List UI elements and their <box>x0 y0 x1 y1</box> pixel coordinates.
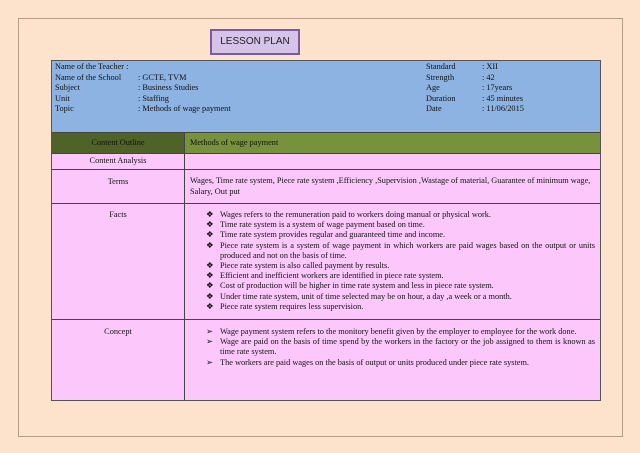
concept-bullet-item: ➢ Wage are paid on the basis of time spend by the workers in the factory or the job assigned to them is known as time rate system. <box>220 337 595 357</box>
header-field <box>426 62 524 73</box>
header-field-label: Unit <box>55 93 70 103</box>
header-field-label: Standard <box>426 62 456 71</box>
header-field-value: : Methods of wage payment <box>138 104 231 113</box>
header-field-label: Duration <box>426 93 456 103</box>
header-field-label: Date <box>426 104 442 113</box>
terms-label: Terms <box>52 170 185 203</box>
header-field-label: Subject <box>55 83 80 92</box>
header-field-label: Strength <box>426 72 455 82</box>
concept-bullet-item: ➢ Wage payment system refers to the monitory benefit given by the employer to employee for the work done. <box>220 327 595 337</box>
content-analysis-label: Content Analysis <box>52 154 185 169</box>
concept-label: Concept <box>52 320 185 400</box>
facts-bullet-item: ❖ Piece rate system requires less supervision. <box>220 302 595 312</box>
header-field <box>55 73 231 84</box>
facts-label: Facts <box>52 204 185 319</box>
lesson-plan-table <box>51 60 601 401</box>
content-outline-value: Methods of wage payment <box>185 133 600 153</box>
content-analysis-row <box>52 154 600 170</box>
lesson-plan-title: LESSON PLAN <box>210 29 300 55</box>
header-field-value: : 17years <box>482 83 513 92</box>
facts-bullet-item: ❖ Piece rate system is also called payment by results. <box>220 261 595 271</box>
header-field-value: : XII <box>482 62 498 71</box>
content-outline-label: Content Outline <box>52 133 185 153</box>
header-field-label: Name of the Teacher : <box>55 62 129 71</box>
header-field <box>426 94 524 105</box>
header-field-value: : Business Studies <box>138 83 199 92</box>
header-field <box>426 104 524 115</box>
header-field-value: : Staffing <box>138 93 169 103</box>
header-field <box>55 104 231 115</box>
facts-bullet-item: ❖ Time rate system is a system of wage payment based on time. <box>220 220 595 230</box>
facts-bullet-item: ❖ Time rate system provides regular and guaranteed time and income. <box>220 230 595 240</box>
concept-row <box>52 320 600 400</box>
header-field-label: Topic <box>55 104 74 113</box>
header-info <box>52 61 600 133</box>
header-field <box>55 62 231 73</box>
concept-bullet-item: ➢ The workers are paid wages on the basis of output or units produced under piece rate system. <box>220 358 595 368</box>
header-field <box>55 83 231 94</box>
facts-bullet-item: ❖ Efficient and inefficient workers are identified in piece rate system. <box>220 271 595 281</box>
header-field <box>426 73 524 84</box>
header-field <box>55 94 231 105</box>
header-field-label: Name of the School <box>55 72 122 82</box>
terms-row <box>52 170 600 204</box>
terms-value: Wages, Time rate system, Piece rate system ,Efficiency ,Supervision ,Wastage of material, Guarantee of minimum wage, Salary, Out put <box>190 176 591 196</box>
facts-row <box>52 204 600 320</box>
header-field-value: : 11/06/2015 <box>482 104 524 113</box>
facts-bullet-item: ❖ Under time rate system, unit of time selected may be on hour, a day ,a week or a month. <box>220 292 595 302</box>
facts-bullet-item: ❖ Cost of production will be higher in time rate system and less in piece rate system. <box>220 281 595 291</box>
facts-bullet-item: ❖ Piece rate system is a system of wage payment in which workers are paid wages based on the output or units produced and not on the basis of time. <box>220 241 595 261</box>
header-field-label: Age <box>426 83 440 92</box>
content-outline-row <box>52 133 600 154</box>
header-field-value: : 42 <box>482 72 495 82</box>
header-field <box>426 83 524 94</box>
facts-bullet-item: ❖ Wages refers to the remuneration paid to workers doing manual or physical work. <box>220 210 595 220</box>
header-field-value: : 45 minutes <box>482 93 524 103</box>
header-field-value: : GCTE, TVM <box>138 72 187 82</box>
